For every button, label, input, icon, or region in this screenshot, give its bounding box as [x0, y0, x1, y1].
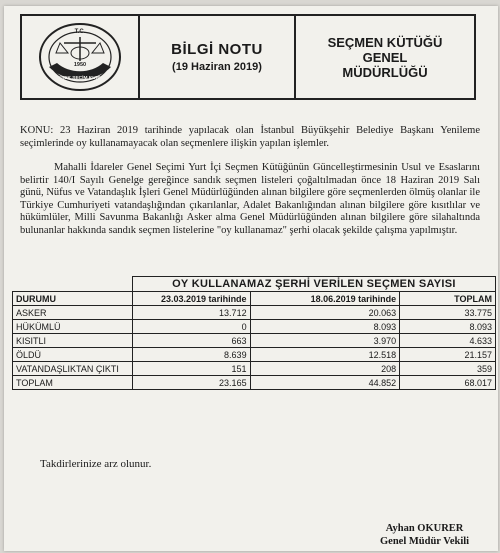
- notice-cell: [140, 16, 296, 98]
- seal-year: 1950: [73, 62, 87, 68]
- subject-text: KONU: 23 Haziran 2019 tarihinde yapılacak olan İstanbul Büyükşehir Belediye Başkanı Yenileme seçimlerinde oy kullanamayacak olan seçmenlere ilişkin yapılan işlemler.: [20, 125, 480, 149]
- table-row: [13, 306, 496, 320]
- col-header-date2: 18.06.2019 tarihinde: [250, 292, 400, 306]
- table-row: [13, 320, 496, 334]
- body-paragraph: Mahalli İdareler Genel Seçimi Yurt İçi Seçmen Kütüğünün Güncelleştirmesinin Usul ve Esaslarını belirtir 140/I Sayılı Genelge gereğince sandık seçmen listeleri çoğaltılmadan önce 18 Haziran 2019 Salı günü, Nüfus ve Vatandaşlık İşleri Genel Müdürlüğünden alınan bilgilere göre seçmenlerden ölmüş olanlar ile Türkiye Cumhuriyeti vatandaşlığından çıkarılanlar, Adalet Bakanlığından alınan bilgilere göre kısıtlılar ve hükümlüler, Milli Savunma Bakanlığı Asker alma Genel Müdürlüğünden alınan bilgilere göre silahaltında bulunanlar hakkında sandık seçmen listelerine "oy kullanamaz" şerhi olacak şekilde çalışma yapılmıştır.: [20, 162, 480, 236]
- table-cell: HÜKÜMLÜ: [13, 320, 133, 334]
- table-title: OY KULLANAMAZ ŞERHİ VERİLEN SEÇMEN SAYISI: [132, 277, 495, 292]
- voter-statistics-table: [12, 276, 496, 390]
- table-cell: 4.633: [400, 334, 496, 348]
- logo-cell: [22, 16, 140, 98]
- document-header: [20, 14, 476, 100]
- table-title-row: [13, 277, 496, 292]
- table-row: [13, 334, 496, 348]
- table-header-row: [13, 292, 496, 306]
- table-cell: 68.017: [400, 376, 496, 390]
- table-cell: 208: [250, 362, 400, 376]
- department-line: SEÇMEN KÜTÜĞÜ: [327, 34, 443, 50]
- table-cell: 359: [400, 362, 496, 376]
- signatory-title: Genel Müdür Vekili: [380, 536, 470, 547]
- table-row: [13, 362, 496, 376]
- table-cell: 663: [132, 334, 250, 348]
- department-name: [296, 16, 474, 98]
- table-cell: 12.518: [250, 348, 400, 362]
- col-header-date1: 23.03.2019 tarihinde: [132, 292, 250, 306]
- table-cell: 21.157: [400, 348, 496, 362]
- table-cell: 23.165: [132, 376, 250, 390]
- document-page: [4, 6, 498, 551]
- table-cell: ASKER: [13, 306, 133, 320]
- table-cell: KISITLI: [13, 334, 133, 348]
- table-cell: 3.970: [250, 334, 400, 348]
- table-cell: VATANDAŞLIKTAN ÇIKTI: [13, 362, 133, 376]
- notice-date: (19 Haziran 2019): [172, 61, 262, 73]
- ysk-seal-icon: [37, 21, 123, 93]
- table-cell: ÖLDÜ: [13, 348, 133, 362]
- col-header-total: TOPLAM: [400, 292, 496, 306]
- table-cell: TOPLAM: [13, 376, 133, 390]
- seal-top-text: T.C.: [74, 29, 86, 35]
- table-cell: 20.063: [250, 306, 400, 320]
- department-line: MÜDÜRLÜĞÜ: [342, 64, 428, 80]
- col-header-status: DURUMU: [13, 292, 133, 306]
- department-line: GENEL: [362, 49, 408, 65]
- table-cell: 151: [132, 362, 250, 376]
- seal-ring-text: YÜKSEK SEÇİM KURULU: [50, 76, 110, 81]
- table-cell: 0: [132, 320, 250, 334]
- table-cell: 13.712: [132, 306, 250, 320]
- table-cell: 8.093: [400, 320, 496, 334]
- table-cell: 8.639: [132, 348, 250, 362]
- notice-title: BİLGİ NOTU: [171, 41, 263, 58]
- table-cell: 8.093: [250, 320, 400, 334]
- signatory-name: Ayhan OKURER: [385, 523, 464, 534]
- table-row: [13, 348, 496, 362]
- table-row-total: [13, 376, 496, 390]
- closing-text: Takdirlerinize arz olunur.: [40, 458, 152, 470]
- signature-block: [380, 522, 469, 548]
- table-cell: 44.852: [250, 376, 400, 390]
- table-cell: 33.775: [400, 306, 496, 320]
